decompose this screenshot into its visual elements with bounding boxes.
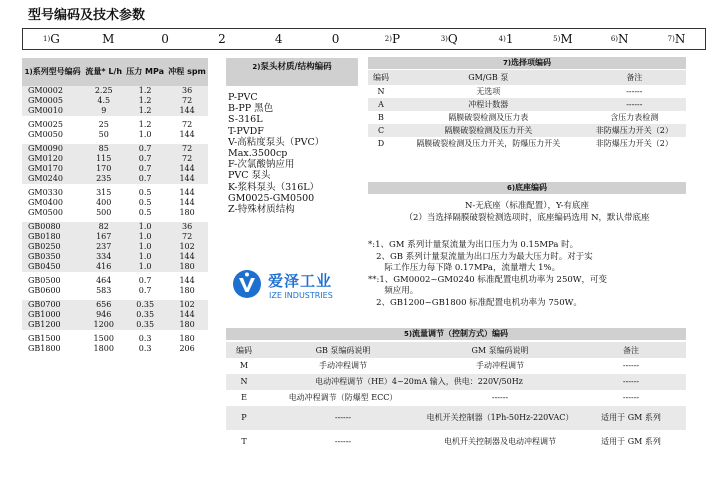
table-row: GM0090 85 0.7 72 xyxy=(22,144,208,154)
table-row: GM0002 2.25 1.2 36 xyxy=(22,86,208,96)
list-item: P-PVC xyxy=(228,92,258,103)
table-row: M 手动冲程调节 手动冲程调节 ------ xyxy=(239,361,640,370)
code-cell: 5) M xyxy=(553,32,573,46)
opt-col-remark: 备注 xyxy=(583,70,686,85)
table-row: N 无选项 ------ xyxy=(377,87,643,96)
page-title: 型号编码及技术参数 xyxy=(28,8,146,23)
code-cell: 0 xyxy=(331,32,340,46)
flow-col-remark: 备注 xyxy=(576,342,686,358)
logo-text-cn: 爱泽工业 xyxy=(268,272,333,290)
code-cell: M xyxy=(102,32,115,46)
table-row: GB1000 946 0.35 144 xyxy=(22,310,208,320)
table-row: T ------ 电机开关控制器及电动冲程调节 适用于 GM 系列 xyxy=(241,437,661,446)
code-cell: 7) N xyxy=(667,32,686,46)
options-header: 7)选择项编码 xyxy=(368,57,686,69)
flow-table xyxy=(226,342,686,454)
note-line: 2、GB 系列计量泵流量为出口压力为最大压力时。对于实 xyxy=(368,251,593,262)
table-row: A 冲程计数器 ------ xyxy=(368,98,686,111)
table-row: GM0120 115 0.7 72 xyxy=(22,154,208,164)
table-row: GB0500 464 0.7 144 xyxy=(22,276,208,286)
list-item: K-浆料泵头（316L） xyxy=(228,181,320,193)
series-table xyxy=(22,58,208,354)
material-list xyxy=(228,92,368,215)
flow-col-gm: GM 泵编码说明 xyxy=(424,342,576,358)
opt-col-code: 编码 xyxy=(368,70,394,85)
table-row: GM0400 400 0.5 144 xyxy=(22,198,208,208)
table-row: GM0005 4.5 1.2 72 xyxy=(22,96,208,106)
code-cell: 2 xyxy=(218,32,226,46)
base-line-2: （2）当选择隔膜破裂检测选项时，底座编码选用 N，默认带底座 xyxy=(404,213,650,223)
list-item: PVC 泵头 xyxy=(228,170,271,182)
table-row: GB0180 167 1.0 72 xyxy=(22,232,208,242)
table-row: GM0010 9 1.2 144 xyxy=(22,106,208,116)
table-row: GB0700 656 0.35 102 xyxy=(22,300,208,310)
col-stroke: 冲程 spm xyxy=(166,58,208,86)
base-header: 6)底座编码 xyxy=(368,182,686,194)
opt-col-pump: GM/GB 泵 xyxy=(394,70,583,85)
table-row: B 隔膜破裂检测及压力表 含压力表检测 xyxy=(378,113,659,122)
table-row: GM0025 25 1.2 72 xyxy=(22,120,208,130)
table-row: GB0350 334 1.0 144 xyxy=(22,252,208,262)
code-cell: 1) G xyxy=(43,32,60,46)
flow-col-gb: GB 泵编码说明 xyxy=(262,342,424,358)
note-line: 际工作压力每下降 0.17MPa，流量增大 1%。 xyxy=(368,263,561,273)
table-row: D 隔膜破裂检测及压力开关，防爆压力开关 非防爆压力开关（2） xyxy=(377,139,673,148)
base-line-1: N-无底座（标准配置），Y-有底座 xyxy=(464,201,590,211)
code-cell: 3) Q xyxy=(440,32,458,46)
logo-text-en: IZE INDUSTRIES xyxy=(269,291,333,300)
note-line: 频应用。 xyxy=(368,286,419,296)
code-cell: 2) P xyxy=(384,32,401,46)
table-row: GB0600 583 0.7 180 xyxy=(22,286,208,296)
list-item: B-PP 黑色 xyxy=(228,103,274,115)
table-row: GB1800 1800 0.3 206 xyxy=(22,344,208,354)
table-row: GM0170 170 0.7 144 xyxy=(22,164,208,174)
table-row: GM0240 235 0.7 144 xyxy=(22,174,208,184)
col-series: 1)系列型号编码 xyxy=(22,58,83,86)
list-item: Z-特殊材质结构 xyxy=(228,204,295,216)
note-line: 2、GB1200~GB1800 标准配置电机功率为 750W。 xyxy=(368,297,582,308)
code-cell: 4 xyxy=(274,32,283,46)
col-flow: 流量* L/h xyxy=(83,58,124,86)
code-cell: 6) N xyxy=(610,32,629,46)
table-row: E 电动冲程调节（防爆型 ECC） ------ ------ xyxy=(241,393,640,402)
options-table xyxy=(368,70,686,150)
flow-col-code: 编码 xyxy=(226,342,262,358)
list-item: T-PVDF xyxy=(228,125,264,137)
list-item: V-高粘度泵头（PVC） xyxy=(228,136,325,148)
material-header: 2)泵头材质/结构编码 xyxy=(226,58,358,86)
code-cell: 0 xyxy=(161,32,169,46)
col-pressure: 压力 MPa xyxy=(124,58,166,86)
table-row: GM0050 50 1.0 144 xyxy=(22,130,208,140)
table-row: C 隔膜破裂检测及压力开关 非防爆压力开关（2） xyxy=(368,124,686,137)
model-code-bar xyxy=(22,28,706,50)
flow-header: 5)流量调节（控制方式）编码 xyxy=(226,328,686,340)
table-row: N 电动冲程调节（HE）4~20mA 输入，供电：220V/50Hz ------ xyxy=(226,374,686,390)
table-row: P ------ 电机开关控制器（1Ph-50Hz-220VAC） 适用于 GM 系列 xyxy=(226,406,686,430)
list-item: Max.3500cp xyxy=(228,148,288,160)
table-row: GM0500 500 0.5 180 xyxy=(22,208,208,218)
note-line: *:1、GM 系列计量泵流量为出口压力为 0.15MPa 时。 xyxy=(368,240,579,250)
table-row: GM0330 315 0.5 144 xyxy=(22,188,208,198)
note-line: **:1、GM0002~GM0240 标准配置电机功率为 250W，可变 xyxy=(368,274,608,285)
table-row: GB1200 1200 0.35 180 xyxy=(22,320,208,330)
table-row: GB0080 82 1.0 36 xyxy=(22,222,208,232)
list-item: F-次氯酸钠应用 xyxy=(228,159,295,171)
list-item: S-316L xyxy=(228,114,263,126)
company-logo-icon xyxy=(232,267,262,301)
table-row: GB1500 1500 0.3 180 xyxy=(22,334,208,344)
code-cell: 4) 1 xyxy=(498,32,514,46)
table-row: GB0250 237 1.0 102 xyxy=(22,242,208,252)
table-row: GB0450 416 1.0 180 xyxy=(22,262,208,272)
footnotes xyxy=(368,240,698,309)
list-item: GM0025-GM0500 xyxy=(228,192,315,204)
